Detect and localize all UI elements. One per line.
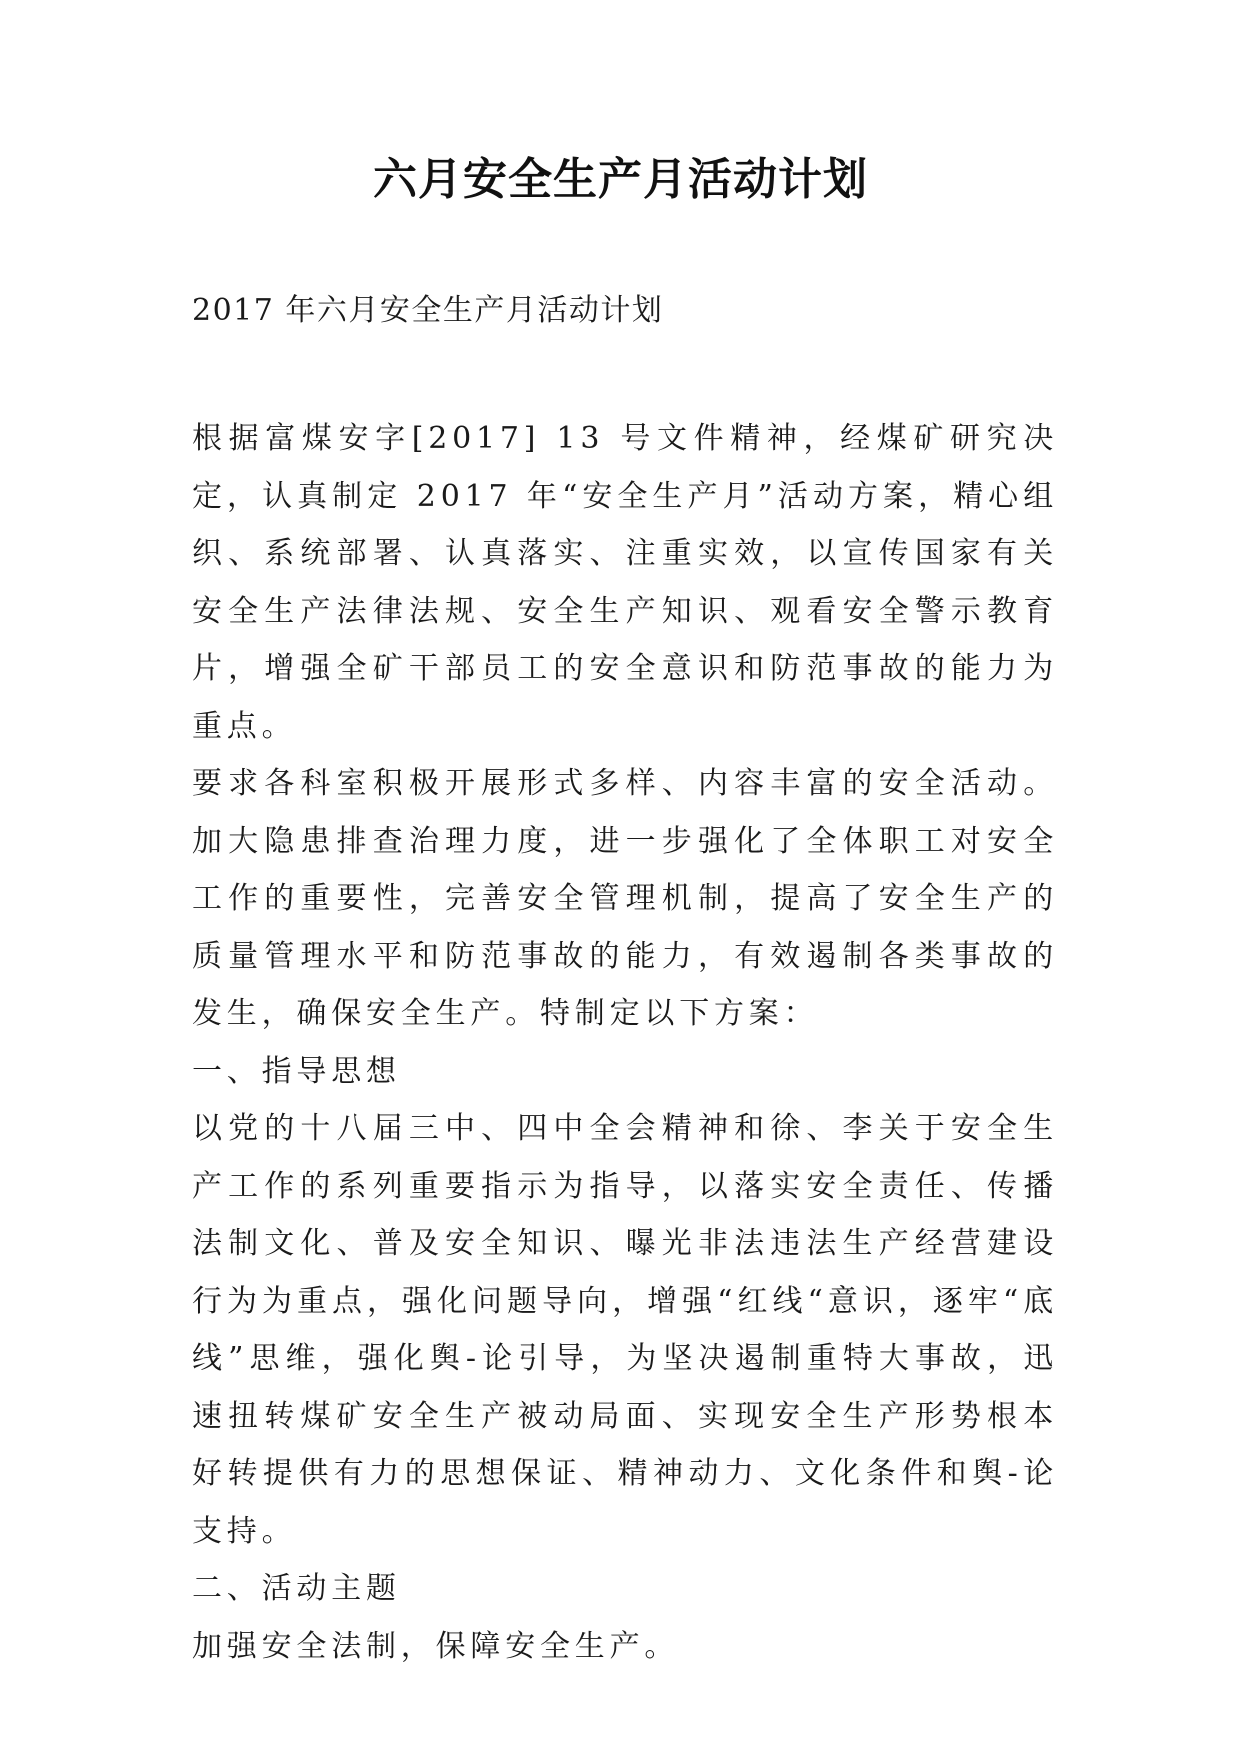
paragraph-guiding-ideology: 以党的十八届三中、四中全会精神和徐、李关于安全生产工作的系列重要指示为指导，以落实安全责任、传播法制文化、普及安全知识、曝光非法违法生产经营建设行为为重点，强化问题导向，增强“红线“意识，逐牢“底线”思维，强化舆-论引导，为坚决遏制重特大事故，迅速扭转煤矿安全生产被动局面、实现安全生产形势根本好转提供有力的思想保证、精神动力、文化条件和舆-论支持。 — [192, 1111, 1058, 1549]
paragraph-intro: 根据富煤安字[2017] 13 号文件精神，经煤矿研究决定，认真制定 2017 年“安全生产月”活动方案，精心组织、系统部署、认真落实、注重实效，以宣传国家有关安全生产法律法规、安全生产知识、观看安全警示教育片，增强全矿干部员工的安全意识和防范事故的能力为重点。 — [192, 421, 1058, 744]
section-heading-activity-theme: 二、活动主题 — [192, 1571, 401, 1606]
document-subtitle: 2017 年六月安全生产月活动计划 — [192, 293, 664, 328]
paragraph-requirements: 要求各科室积极开展形式多样、内容丰富的安全活动。加大隐患排查治理力度，进一步强化了全体职工对安全工作的重要性，完善安全管理机制，提高了安全生产的质量管理水平和防范事故的能力，有效遏制各类事故的发生，确保安全生产。特制定以下方案： — [192, 766, 1058, 1031]
document-body — [192, 410, 1058, 1675]
section-heading-guiding-ideology: 一、指导思想 — [192, 1053, 401, 1089]
paragraph-activity-theme: 加强安全法制，保障安全生产。 — [192, 1628, 680, 1664]
document-title: 六月安全生产月活动计划 — [373, 154, 868, 205]
